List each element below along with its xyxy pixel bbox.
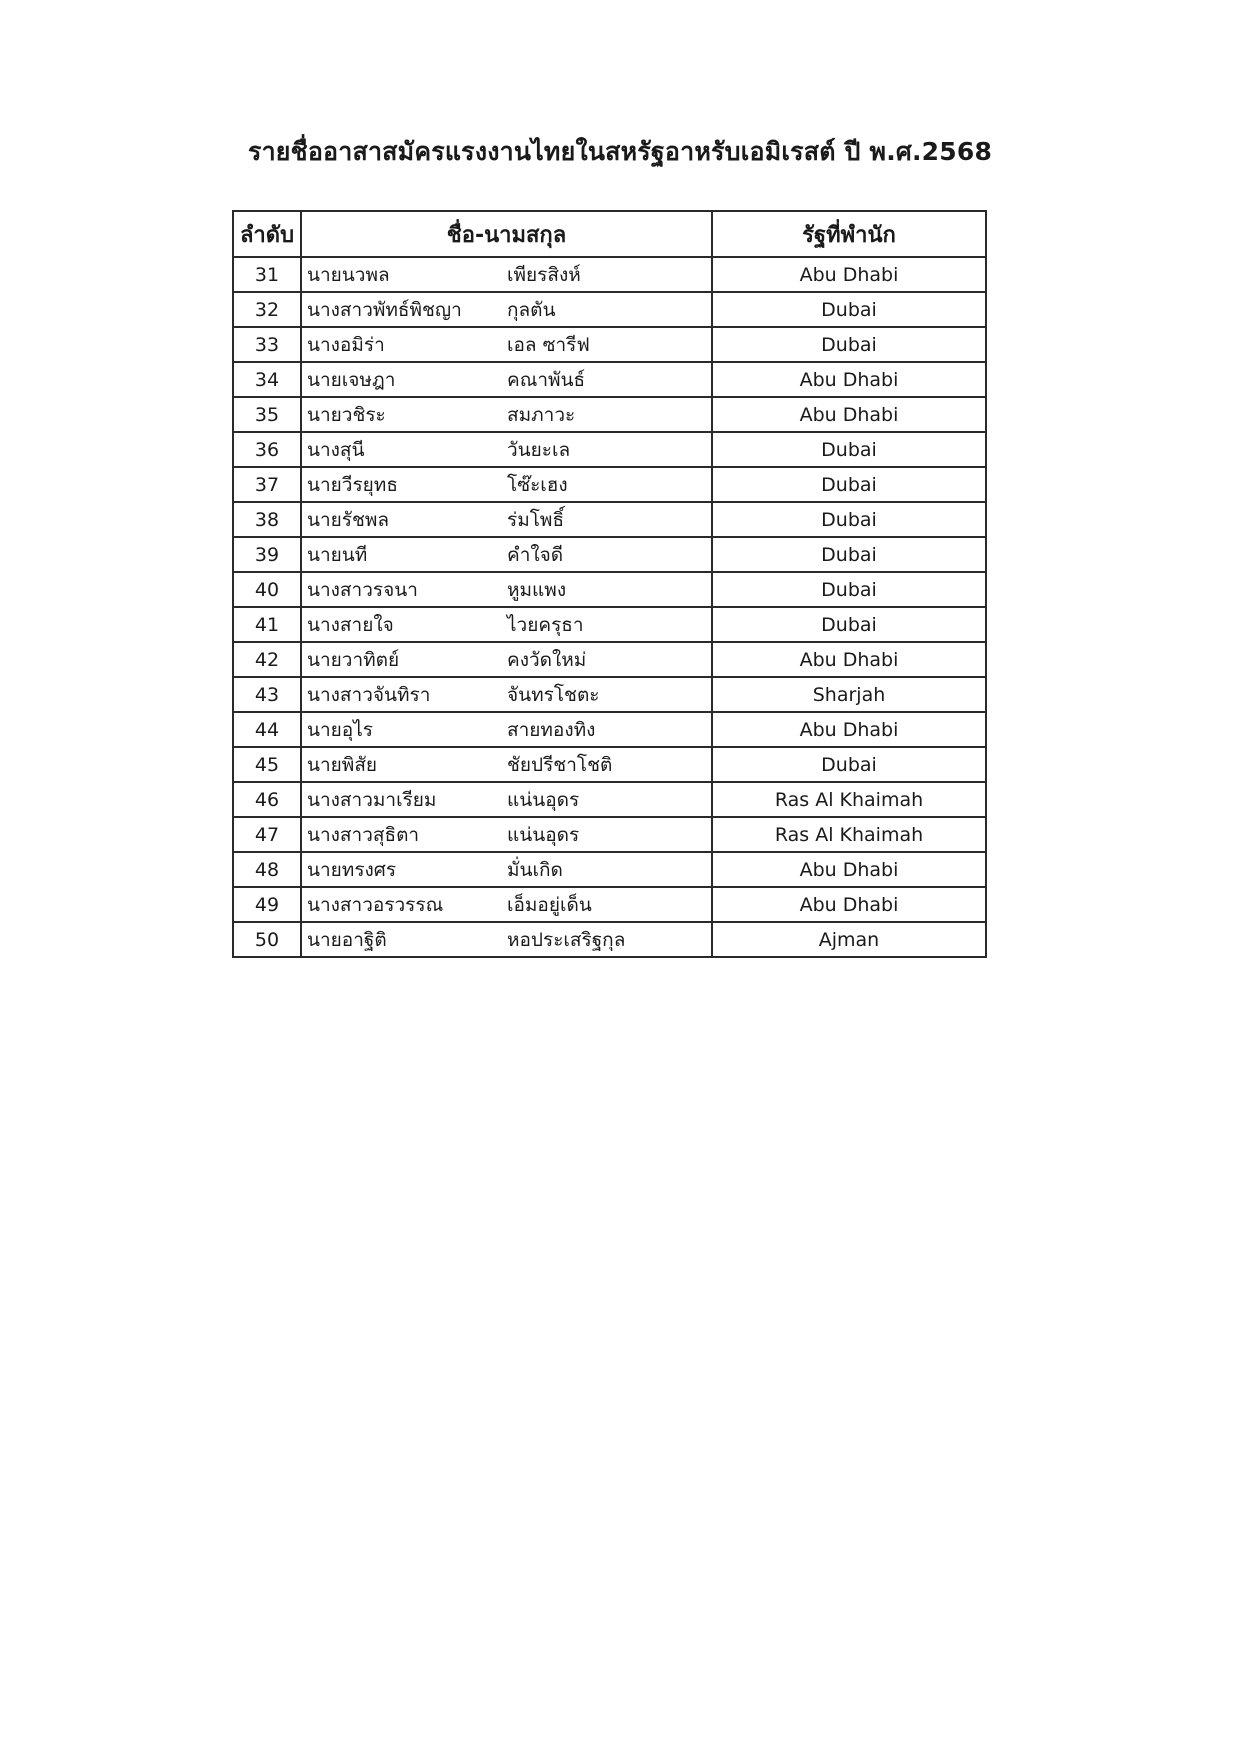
table-row [233, 887, 986, 922]
given-name: นายพิสัย [307, 753, 378, 776]
row-number: 50 [233, 922, 301, 957]
table-row [233, 572, 986, 607]
row-number: 31 [233, 257, 301, 292]
full-name-cell [301, 467, 712, 502]
family-name: แน่นอุดร [507, 823, 580, 846]
row-number: 33 [233, 327, 301, 362]
given-name: นายวชิระ [307, 403, 386, 426]
family-name: โซ๊ะเฮง [507, 473, 568, 496]
row-number: 36 [233, 432, 301, 467]
volunteer-table [232, 210, 987, 958]
given-name: นางสาวจันทิรา [307, 683, 431, 706]
given-name: นายทรงศร [307, 858, 397, 881]
state-cell: Dubai [712, 607, 986, 642]
row-number: 39 [233, 537, 301, 572]
state-cell: Abu Dhabi [712, 642, 986, 677]
family-name: มั่นเกิด [507, 858, 563, 881]
full-name-cell [301, 432, 712, 467]
state-cell: Ras Al Khaimah [712, 782, 986, 817]
full-name-cell [301, 257, 712, 292]
row-number: 43 [233, 677, 301, 712]
family-name: วันยะเล [507, 438, 571, 461]
full-name-cell [301, 712, 712, 747]
row-number: 40 [233, 572, 301, 607]
table-row [233, 677, 986, 712]
table-row [233, 467, 986, 502]
family-name: เอ็มอยู่เด็น [507, 893, 592, 916]
table-header-row [233, 211, 986, 257]
family-name: จันทรโชตะ [507, 683, 600, 706]
given-name: นางสุนี [307, 438, 365, 461]
table-row [233, 537, 986, 572]
state-cell: Dubai [712, 292, 986, 327]
family-name: สมภาวะ [507, 403, 576, 426]
full-name-cell [301, 677, 712, 712]
state-cell: Abu Dhabi [712, 362, 986, 397]
given-name: นางสายใจ [307, 613, 394, 636]
state-cell: Ras Al Khaimah [712, 817, 986, 852]
row-number: 41 [233, 607, 301, 642]
given-name: นายวีรยุทธ [307, 473, 398, 496]
given-name: นายอุไร [307, 718, 373, 741]
header-order: ลำดับ [233, 211, 301, 257]
full-name-cell [301, 922, 712, 957]
full-name-cell [301, 852, 712, 887]
row-number: 49 [233, 887, 301, 922]
given-name: นางสาวพัทธ์พิชญา [307, 298, 462, 321]
table-row [233, 432, 986, 467]
family-name: หูมแพง [507, 578, 567, 601]
row-number: 47 [233, 817, 301, 852]
full-name-cell [301, 572, 712, 607]
state-cell: Dubai [712, 747, 986, 782]
table-row [233, 607, 986, 642]
given-name: นางสาวรจนา [307, 578, 418, 601]
given-name: นางสาวอรวรรณ [307, 893, 444, 916]
state-cell: Sharjah [712, 677, 986, 712]
table-row [233, 852, 986, 887]
given-name: นางอมิร่า [307, 333, 385, 356]
family-name: ร่มโพธิ์ [507, 508, 565, 531]
full-name-cell [301, 607, 712, 642]
header-full-name: ชื่อ-นามสกุล [301, 211, 712, 257]
row-number: 42 [233, 642, 301, 677]
state-cell: Dubai [712, 467, 986, 502]
full-name-cell [301, 502, 712, 537]
row-number: 35 [233, 397, 301, 432]
state-cell: Abu Dhabi [712, 397, 986, 432]
given-name: นางสาวมาเรียม [307, 788, 437, 811]
row-number: 45 [233, 747, 301, 782]
family-name: หอประเสริฐกุล [507, 928, 626, 951]
table-row [233, 502, 986, 537]
table-row [233, 747, 986, 782]
given-name: นายอาฐิติ [307, 928, 387, 951]
full-name-cell [301, 327, 712, 362]
row-number: 37 [233, 467, 301, 502]
family-name: คงวัดใหม่ [507, 648, 587, 671]
full-name-cell [301, 362, 712, 397]
state-cell: Dubai [712, 327, 986, 362]
table-body [233, 257, 986, 957]
full-name-cell [301, 397, 712, 432]
given-name: นายรัชพล [307, 508, 390, 531]
row-number: 34 [233, 362, 301, 397]
family-name: คำใจดี [507, 543, 564, 566]
given-name: นางสาวสุธิตา [307, 823, 420, 846]
given-name: นายวาทิตย์ [307, 648, 400, 671]
family-name: เพียรสิงห์ [507, 263, 581, 286]
row-number: 46 [233, 782, 301, 817]
full-name-cell [301, 817, 712, 852]
table-row [233, 922, 986, 957]
state-cell: Dubai [712, 572, 986, 607]
state-cell: Abu Dhabi [712, 887, 986, 922]
full-name-cell [301, 537, 712, 572]
table-row [233, 817, 986, 852]
table-row [233, 642, 986, 677]
row-number: 48 [233, 852, 301, 887]
family-name: คณาพันธ์ [507, 368, 586, 391]
family-name: กุลตัน [507, 298, 556, 321]
row-number: 38 [233, 502, 301, 537]
given-name: นายนวพล [307, 263, 390, 286]
full-name-cell [301, 782, 712, 817]
full-name-cell [301, 887, 712, 922]
family-name: เอล ซารีฟ [507, 333, 590, 356]
full-name-cell [301, 747, 712, 782]
family-name: ชัยปรีชาโชติ [507, 753, 613, 776]
table-row [233, 397, 986, 432]
full-name-cell [301, 292, 712, 327]
page-title: รายชื่ออาสาสมัครแรงงานไทยในสหรัฐอาหรับเอมิเรสต์ ปี พ.ศ.2568 [247, 137, 993, 166]
table-row [233, 257, 986, 292]
given-name: นายนที [307, 543, 368, 566]
state-cell: Abu Dhabi [712, 257, 986, 292]
header-state-of-residence: รัฐที่พำนัก [712, 211, 986, 257]
full-name-cell [301, 642, 712, 677]
state-cell: Ajman [712, 922, 986, 957]
family-name: สายทองทิง [507, 718, 596, 741]
state-cell: Abu Dhabi [712, 852, 986, 887]
state-cell: Abu Dhabi [712, 712, 986, 747]
row-number: 44 [233, 712, 301, 747]
table-row [233, 362, 986, 397]
table-row [233, 782, 986, 817]
state-cell: Dubai [712, 432, 986, 467]
table-row [233, 327, 986, 362]
table-row [233, 292, 986, 327]
given-name: นายเจษฎา [307, 368, 396, 391]
family-name: แน่นอุดร [507, 788, 580, 811]
state-cell: Dubai [712, 537, 986, 572]
row-number: 32 [233, 292, 301, 327]
state-cell: Dubai [712, 502, 986, 537]
family-name: ไวยครุธา [507, 613, 584, 636]
table-row [233, 712, 986, 747]
